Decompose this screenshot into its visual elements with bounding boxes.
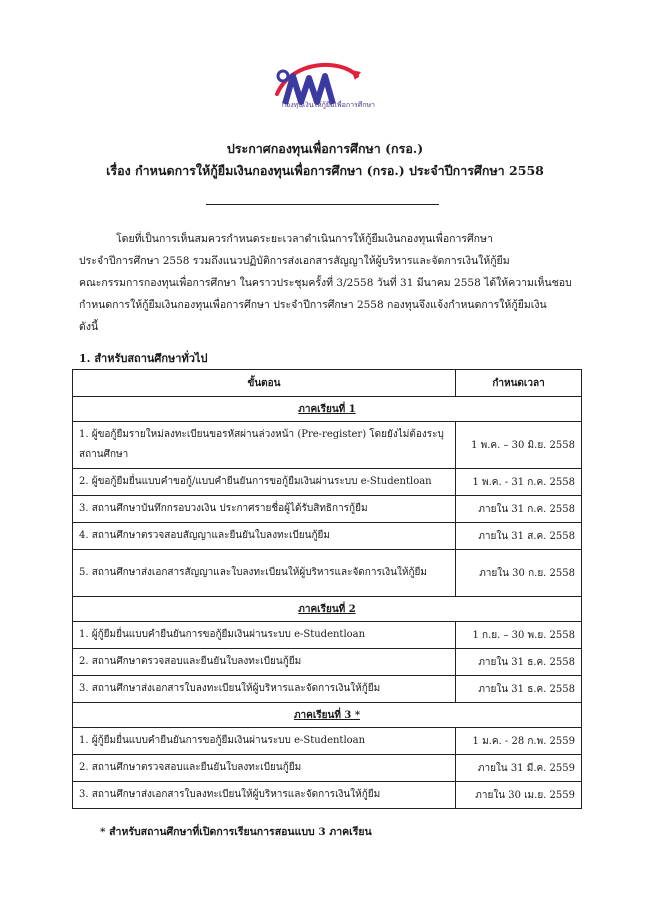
intro-line: คณะกรรมการกองทุนเพื่อการศึกษา ในคราวประชุมครั้งที่ 3/2558 วันที่ 31 มีนาคม 2558 ได้ให้ความเห็นชอบ [79,277,572,289]
intro-line: โดยที่เป็นการเห็นสมควรกำหนดระยะเวลาดำเนินการให้กู้ยืมเงินกองทุนเพื่อการศึกษา [116,233,493,245]
step-cell: 3. สถานศึกษาบันทึกกรอบวงเงิน ประกาศรายชื่อผู้ได้รับสิทธิการกู้ยืม [73,496,456,523]
table-row [73,523,582,550]
announcement-subject: เรื่อง กำหนดการให้กู้ยืมเงินกองทุนเพื่อการศึกษา (กรอ.) ประจำปีการศึกษา 2558 [106,163,544,178]
table-row [73,422,582,469]
step-cell: 1. ผู้ขอกู้ยืมรายใหม่ลงทะเบียนขอรหัสผ่านล่วงหน้า (Pre-register) โดยยังไม่ต้องระบุสถานศึกษา [73,422,456,469]
step-cell: 1. ผู้กู้ยืมยื่นแบบคำยืนยันการขอกู้ยืมเงินผ่านระบบ e-Studentloan [73,622,456,649]
semester-label: ภาคเรียนที่ 3 * [73,703,582,728]
footnote: * สำหรับสถานศึกษาที่เปิดการเรียนการสอนแบบ 3 ภาคเรียน [100,826,372,838]
date-cell: 1 ก.ย. – 30 พ.ย. 2558 [456,622,582,649]
table-header-row [73,370,582,397]
date-cell: 1 พ.ค. – 30 มิ.ย. 2558 [456,422,582,469]
semester-row [73,597,582,622]
table-row [73,782,582,809]
table-row [73,728,582,755]
step-cell: 2. สถานศึกษาตรวจสอบและยืนยันใบลงทะเบียนกู้ยืม [73,755,456,782]
table-row [73,649,582,676]
step-cell: 3. สถานศึกษาส่งเอกสารใบลงทะเบียนให้ผู้บริหารและจัดการเงินให้กู้ยืม [73,676,456,703]
date-cell: ภายใน 31 ส.ค. 2558 [456,523,582,550]
semester-row [73,703,582,728]
column-header-deadline: กำหนดเวลา [456,370,582,397]
column-header-step: ขั้นตอน [73,370,456,397]
date-cell: 1 พ.ค. - 31 ก.ค. 2558 [456,469,582,496]
logo-tagline: กองทุนเงินให้กู้ยืมเพื่อการศึกษา [281,101,375,109]
title-divider [206,204,439,205]
step-cell: 1. ผู้กู้ยืมยื่นแบบคำยืนยันการขอกู้ยืมเงินผ่านระบบ e-Studentloan [73,728,456,755]
date-cell: ภายใน 30 เม.ย. 2559 [456,782,582,809]
table-row [73,622,582,649]
intro-line: ดังนี้ [79,321,99,333]
step-cell: 4. สถานศึกษาตรวจสอบสัญญาและยืนยันใบลงทะเบียนกู้ยืม [73,523,456,550]
step-cell: 2. ผู้ขอกู้ยืมยื่นแบบคำขอกู้/แบบคำยืนยันการขอกู้ยืมเงินผ่านระบบ e-Studentloan [73,469,456,496]
date-cell: ภายใน 31 มี.ค. 2559 [456,755,582,782]
date-cell: ภายใน 30 ก.ย. 2558 [456,550,582,597]
step-cell: 5. สถานศึกษาส่งเอกสารสัญญาและใบลงทะเบียนให้ผู้บริหารและจัดการเงินให้กู้ยืม [73,550,456,597]
date-cell: 1 ม.ค. - 28 ก.พ. 2559 [456,728,582,755]
schedule-table [72,369,582,809]
table-row [73,496,582,523]
date-cell: ภายใน 31 ธ.ค. 2558 [456,649,582,676]
table-row [73,550,582,597]
table-row [73,676,582,703]
step-cell: 2. สถานศึกษาตรวจสอบและยืนยันใบลงทะเบียนกู้ยืม [73,649,456,676]
intro-line: ประจำปีการศึกษา 2558 รวมถึงแนวปฏิบัติการส่งเอกสารสัญญาให้ผู้บริหารและจัดการเงินให้กู้ยืม [79,255,510,267]
section-heading: 1. สำหรับสถานศึกษาทั่วไป [79,352,208,365]
semester-label: ภาคเรียนที่ 2 [73,597,582,622]
step-cell: 3. สถานศึกษาส่งเอกสารใบลงทะเบียนให้ผู้บริหารและจัดการเงินให้กู้ยืม [73,782,456,809]
date-cell: ภายใน 31 ก.ค. 2558 [456,496,582,523]
semester-row [73,397,582,422]
announcement-title: ประกาศกองทุนเพื่อการศึกษา (กรอ.) [226,141,424,156]
table-row [73,755,582,782]
intro-paragraph [79,228,589,338]
table-row [73,469,582,496]
intro-line: กำหนดการให้กู้ยืมเงินกองทุนเพื่อการศึกษา ประจำปีการศึกษา 2558 กองทุนจึงแจ้งกำหนดการให้กู้ยืมเงิน [79,299,547,311]
semester-label: ภาคเรียนที่ 1 [73,397,582,422]
date-cell: ภายใน 31 ธ.ค. 2558 [456,676,582,703]
